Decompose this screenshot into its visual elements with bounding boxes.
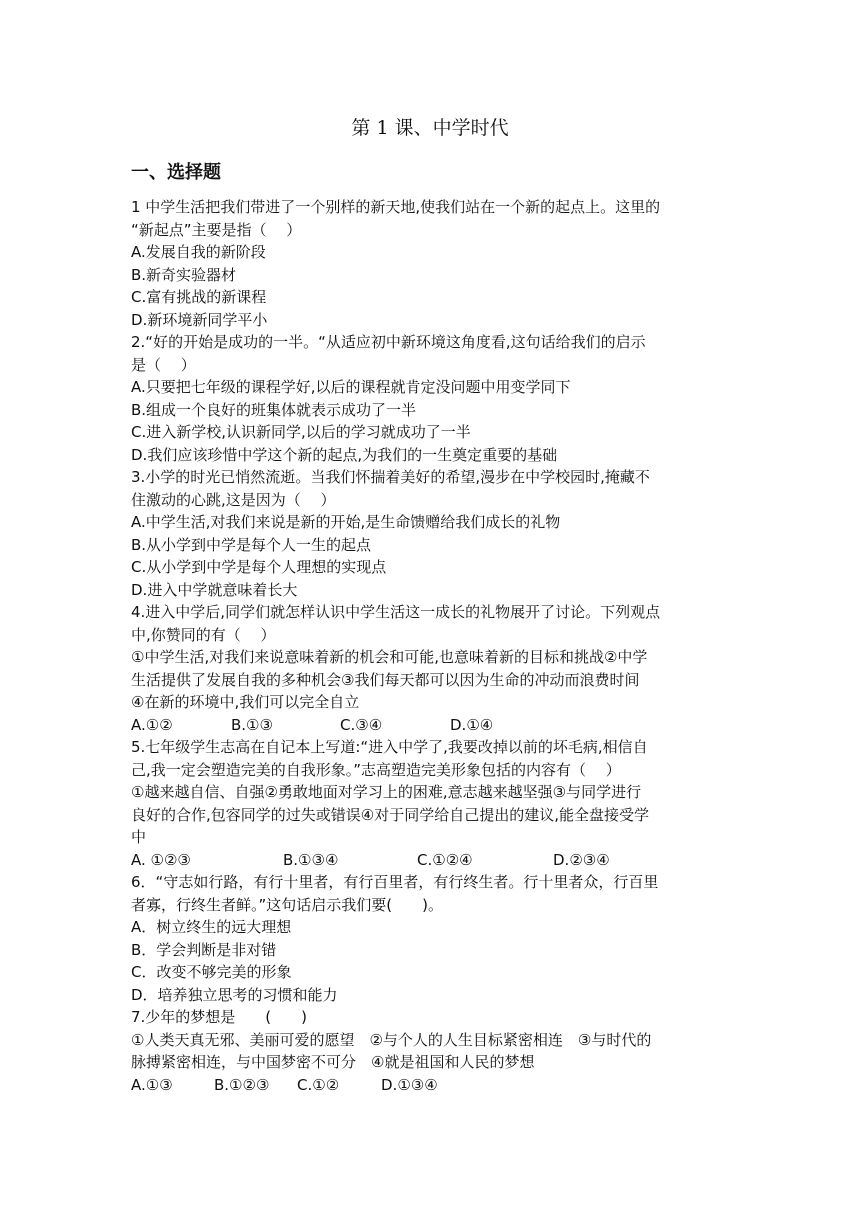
- question-7-statements: ①人类天真无邪、美丽可爱的愿望 ②与个人的人生目标紧密相连 ③与时代的: [131, 1030, 652, 1049]
- question-5-option-b: B.①③④: [283, 850, 339, 869]
- question-2-option-a: A.只要把七年级的课程学好,以后的课程就肯定没问题中用变学同下: [131, 378, 571, 396]
- question-5-option-c: C.①②④: [417, 850, 473, 869]
- question-1-option-d: D.新环境新同学平小: [131, 310, 268, 329]
- question-3-option-d: D.进入中学就意味着长大: [131, 580, 298, 599]
- question-2-option-c: C.进入新学校,认识新同学,以后的学习就成功了一半: [131, 423, 471, 441]
- question-4-statements-cont: 生活提供了发展自我的多种机会③我们每天都可以因为生命的冲动而浪费时间: [131, 670, 640, 689]
- question-4-option-c: C.③④: [340, 715, 383, 734]
- question-7-statements-cont: 脉搏紧密相连，与中国梦密不可分 ④就是祖国和人民的梦想: [131, 1053, 535, 1071]
- question-3-stem-cont: 住激动的心跳,这是因为（ ）: [131, 490, 336, 509]
- question-3-option-b: B.从小学到中学是每个人一生的起点: [131, 535, 372, 554]
- question-1-stem: 1 中学生活把我们带进了一个别样的新天地,使我们站在一个新的起点上。这里的: [131, 198, 661, 216]
- question-4-option-a: A.①②: [131, 715, 173, 734]
- question-6-option-c: C．改变不够完美的形象: [131, 963, 292, 981]
- question-4-option-d: D.①④: [450, 715, 494, 734]
- question-7-option-d: D.①③④: [381, 1075, 438, 1094]
- question-7-stem: 7.少年的梦想是 ( ): [131, 1008, 308, 1026]
- question-5-stem-cont: 己,我一定会塑造完美的自我形象。”志高塑造完美形象包括的内容有（ ）: [131, 760, 621, 779]
- question-6-stem: 6．“守志如行路，有行十里者，有行百里者，有行终生者。行十里者众，行百里: [131, 873, 659, 891]
- question-2-option-d: D.我们应该珍惜中学这个新的起点,为我们的一生奠定重要的基础: [131, 445, 558, 464]
- question-2-option-b: B.组成一个良好的班集体就表示成功了一半: [131, 400, 417, 419]
- section-heading: 一、选择题: [131, 162, 221, 183]
- question-5-statements-end: 中: [131, 828, 147, 846]
- question-1-option-b: B.新奇实验器材: [131, 265, 237, 284]
- question-2-stem-cont: 是（ ）: [131, 355, 196, 374]
- question-1-option-c: C.富有挑战的新课程: [131, 288, 267, 306]
- question-3-stem: 3.小学的时光已悄然流逝。当我们怀揣着美好的希望,漫步在中学校园时,掩藏不: [131, 468, 650, 486]
- page-title: 第 1 课、中学时代: [351, 117, 509, 139]
- question-6-option-a: A．树立终生的远大理想: [131, 918, 292, 936]
- question-4-stem-cont: 中,你赞同的有（ ）: [131, 625, 276, 644]
- question-5-option-a: A. ①②③: [131, 850, 191, 869]
- question-7-option-a: A.①③: [131, 1075, 173, 1094]
- question-1-option-a: A.发展自我的新阶段: [131, 243, 266, 261]
- question-4-statements: ①中学生活,对我们来说意味着新的机会和可能,也意味着新的目标和挑战②中学: [131, 648, 648, 666]
- question-7-option-b: B.①②③: [214, 1075, 270, 1094]
- question-4-option-b: B.①③: [231, 715, 273, 734]
- question-1-stem-cont: “新起点”主要是指（ ）: [131, 220, 302, 239]
- question-6-option-b: B．学会判断是非对错: [131, 940, 277, 959]
- question-7-options: [131, 1074, 731, 1097]
- question-6-option-d: D．培养独立思考的习惯和能力: [131, 985, 338, 1004]
- question-5-stem: 5.七年级学生志高在自记本上写道:“进入中学了,我要改掉以前的坏毛病,相信自: [131, 738, 648, 756]
- question-list: [131, 196, 731, 1096]
- question-5-options: [131, 849, 731, 872]
- question-5-option-d: D.②③④: [553, 850, 610, 869]
- question-2-stem: 2.“好的开始是成功的一半。“从适应初中新环境这角度看,这句话给我们的启示: [131, 333, 646, 351]
- question-5-statements-cont: 良好的合作,包容同学的过失或错误④对于同学给自己提出的建议,能全盘接受学: [131, 805, 649, 824]
- question-4-options: [131, 714, 731, 737]
- question-4-statements-end: ④在新的环境中,我们可以完全自立: [131, 693, 360, 711]
- question-3-option-a: A.中学生活,对我们来说是新的开始,是生命馈赠给我们成长的礼物: [131, 513, 561, 531]
- question-7-option-c: C.①②: [297, 1075, 340, 1094]
- question-6-stem-cont: 者寡，行终生者鲜。”这句话启示我们要( )。: [131, 895, 443, 914]
- question-4-stem: 4.进入中学后,同学们就怎样认识中学生活这一成长的礼物展开了讨论。下列观点: [131, 603, 661, 621]
- question-5-statements: ①越来越自信、自强②勇敢地面对学习上的困难,意志越来越坚强③与同学进行: [131, 783, 642, 801]
- question-3-option-c: C.从小学到中学是每个人理想的实现点: [131, 558, 387, 576]
